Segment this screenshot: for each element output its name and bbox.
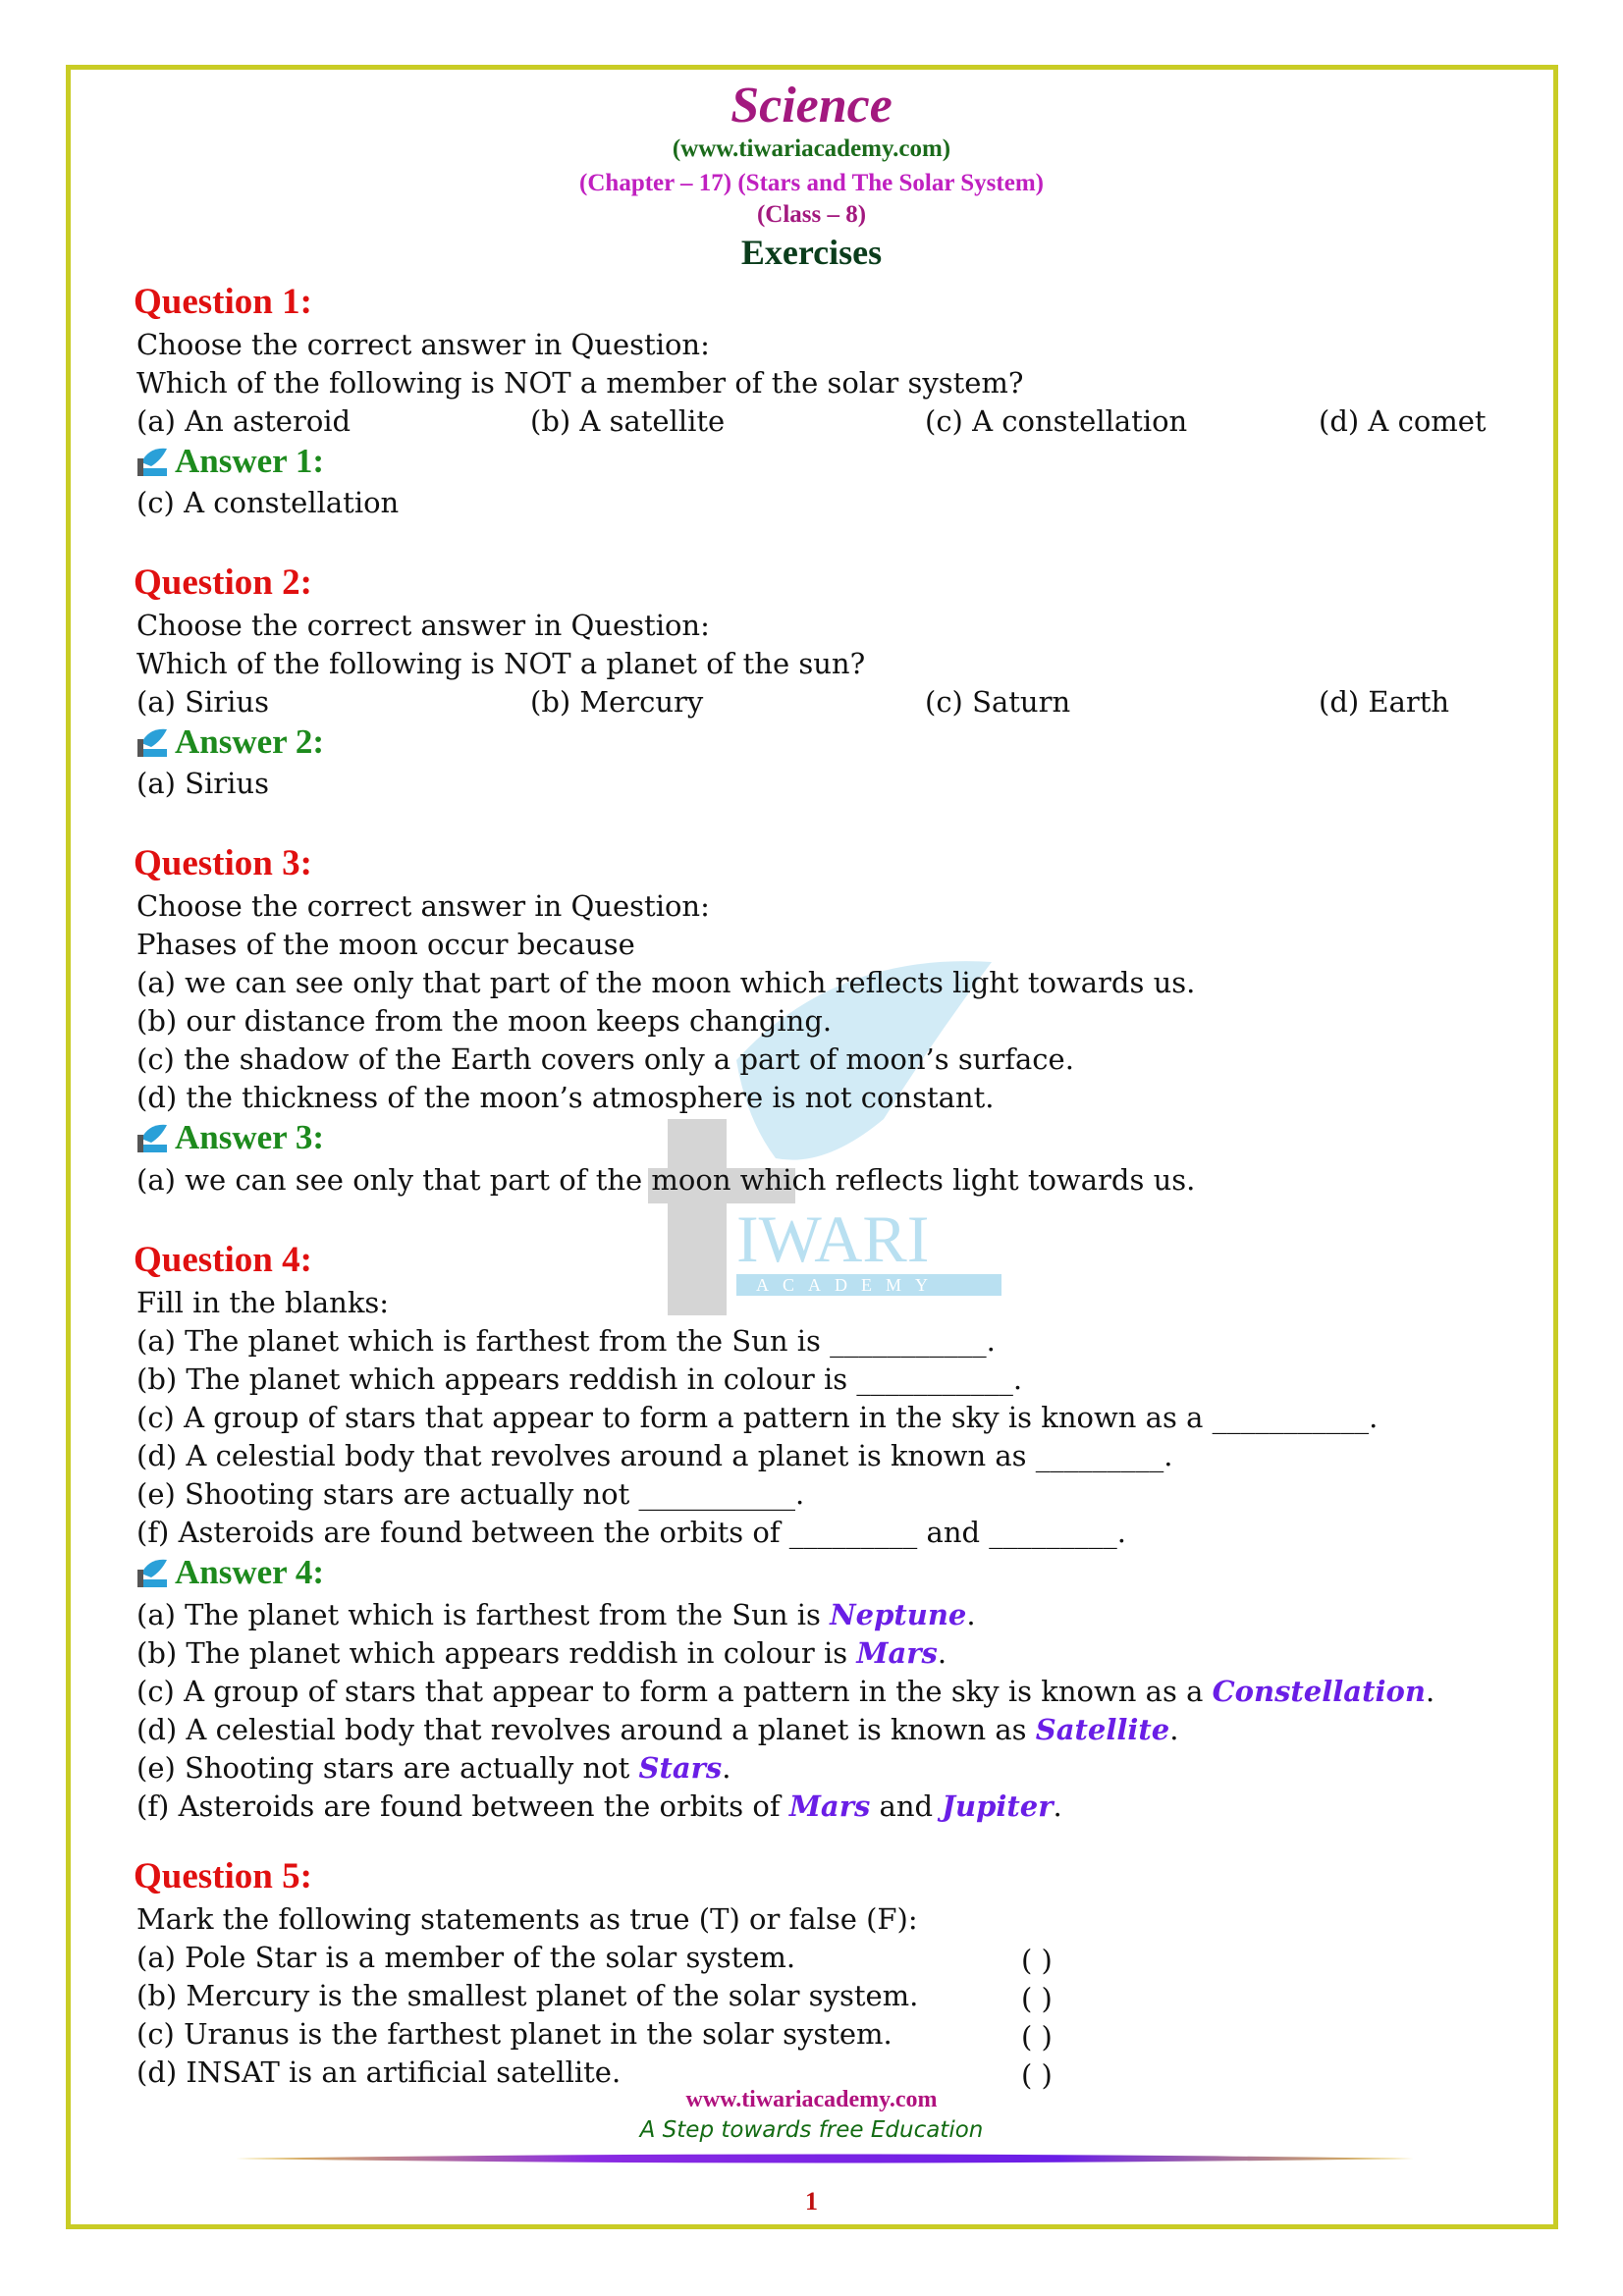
question-1-option-d: (d) A comet	[1319, 404, 1487, 438]
question-3-option-d: (d) the thickness of the moon’s atmosphere is not constant.	[136, 1081, 995, 1114]
answer-4-f: (f) Asteroids are found between the orbits of Mars and Jupiter.	[136, 1789, 1062, 1823]
tiwari-logo-icon	[134, 1121, 169, 1154]
question-4-blank-c: (c) A group of stars that appear to form a pattern in the sky is known as a ___________.	[136, 1401, 1379, 1434]
question-2-option-c: (c) Saturn	[925, 685, 1071, 719]
question-1-option-b: (b) A satellite	[530, 404, 726, 438]
question-1-option-c: (c) A constellation	[925, 404, 1188, 438]
watermark-brand: IWARI	[736, 1201, 930, 1276]
chapter-heading: (Chapter – 17) (Stars and The Solar System)	[579, 170, 1044, 196]
question-4-title: Question 4:	[134, 1240, 312, 1280]
answer-4-e: (e) Shooting stars are actually not Stars.	[136, 1751, 731, 1785]
answer-4-c: (c) A group of stars that appear to form a pattern in the sky is known as a Constellation.	[136, 1675, 1435, 1708]
answer-3-title: Answer 3:	[175, 1118, 324, 1156]
question-5-answer-box-d: ( )	[1021, 2058, 1053, 2092]
question-2-title: Question 2:	[134, 562, 312, 603]
question-4-blank-a: (a) The planet which is farthest from the Sun is ___________.	[136, 1324, 996, 1358]
answer-4-d-highlight: Satellite	[1035, 1713, 1170, 1746]
question-3-option-c: (c) the shadow of the Earth covers only a part of moon’s surface.	[136, 1042, 1074, 1076]
question-2-option-b: (b) Mercury	[530, 685, 704, 719]
question-3-instruction: Choose the correct answer in Question:	[136, 889, 710, 923]
section-heading: Exercises	[740, 233, 883, 272]
answer-4-b: (b) The planet which appears reddish in colour is Mars.	[136, 1636, 947, 1670]
site-link[interactable]: (www.tiwariacademy.com)	[672, 135, 951, 162]
question-1-text: Which of the following is NOT a member of the solar system?	[136, 366, 1024, 400]
question-2-text: Which of the following is NOT a planet of the sun?	[136, 647, 866, 680]
question-1-option-a: (a) An asteroid	[136, 404, 352, 438]
answer-4-c-highlight: Constellation	[1212, 1675, 1426, 1708]
question-5-statement-c: (c) Uranus is the farthest planet in the solar system.	[136, 2017, 893, 2051]
question-2-option-a: (a) Sirius	[136, 685, 269, 719]
question-5-answer-box-c: ( )	[1021, 2020, 1053, 2054]
question-2-option-d: (d) Earth	[1319, 685, 1450, 719]
question-5-statement-a: (a) Pole Star is a member of the solar system.	[136, 1941, 796, 1974]
answer-1-text: (c) A constellation	[136, 486, 400, 519]
question-2-instruction: Choose the correct answer in Question:	[136, 609, 710, 642]
question-1-title: Question 1:	[134, 282, 312, 322]
footer-tagline: A Step towards free Education	[639, 2117, 984, 2143]
question-4-blank-d: (d) A celestial body that revolves around a planet is known as _________.	[136, 1439, 1173, 1472]
question-5-answer-box-a: ( )	[1021, 1944, 1053, 1977]
answer-4-f-highlight-2: Jupiter	[942, 1789, 1054, 1823]
answer-4-e-highlight: Stars	[638, 1751, 723, 1785]
question-3-option-b: (b) our distance from the moon keeps changing.	[136, 1004, 833, 1038]
question-3-text: Phases of the moon occur because	[136, 928, 635, 961]
answer-2-text: (a) Sirius	[136, 767, 269, 800]
answer-4-b-highlight: Mars	[856, 1636, 938, 1670]
page-title: Science	[730, 78, 893, 133]
answer-2-heading	[134, 722, 324, 762]
answer-4-d: (d) A celestial body that revolves around a planet is known as Satellite.	[136, 1713, 1179, 1746]
question-3-option-a: (a) we can see only that part of the moon which reflects light towards us.	[136, 966, 1196, 999]
watermark-t-stem	[668, 1119, 727, 1315]
answer-3-heading	[134, 1118, 324, 1157]
question-5-statement-d: (d) INSAT is an artificial satellite.	[136, 2056, 622, 2089]
answer-1-heading	[134, 442, 324, 481]
tiwari-logo-icon	[134, 725, 169, 759]
question-4-blank-e: (e) Shooting stars are actually not ___________.	[136, 1477, 805, 1511]
answer-4-a: (a) The planet which is farthest from the Sun is Neptune.	[136, 1598, 976, 1631]
question-5-statement-b: (b) Mercury is the smallest planet of the solar system.	[136, 1979, 919, 2012]
answer-4-heading	[134, 1553, 324, 1592]
footer-site-link[interactable]: www.tiwariacademy.com	[685, 2087, 938, 2112]
question-4-blank-f: (f) Asteroids are found between the orbits of _________ and _________.	[136, 1516, 1126, 1549]
answer-4-title: Answer 4:	[175, 1553, 324, 1591]
question-3-title: Question 3:	[134, 843, 312, 883]
class-heading: (Class – 8)	[756, 201, 867, 228]
answer-2-title: Answer 2:	[175, 722, 324, 761]
tiwari-logo-icon	[134, 445, 169, 478]
page-number: 1	[805, 2187, 818, 2216]
tiwari-logo-icon	[134, 1556, 169, 1589]
question-5-answer-box-b: ( )	[1021, 1982, 1053, 2015]
footer-divider	[236, 2152, 1414, 2165]
question-1-instruction: Choose the correct answer in Question:	[136, 328, 710, 361]
question-4-blank-b: (b) The planet which appears reddish in colour is ___________.	[136, 1362, 1023, 1396]
question-5-instruction: Mark the following statements as true (T) or false (F):	[136, 1902, 918, 1936]
question-5-title: Question 5:	[134, 1856, 312, 1896]
answer-4-f-highlight-1: Mars	[788, 1789, 871, 1823]
answer-3-text: (a) we can see only that part of the moon which reflects light towards us.	[136, 1163, 1196, 1197]
answer-1-title: Answer 1:	[175, 442, 324, 480]
question-4-instruction: Fill in the blanks:	[136, 1286, 390, 1319]
watermark-sub: ACADEMY	[756, 1275, 943, 1295]
answer-4-a-highlight: Neptune	[830, 1598, 967, 1631]
